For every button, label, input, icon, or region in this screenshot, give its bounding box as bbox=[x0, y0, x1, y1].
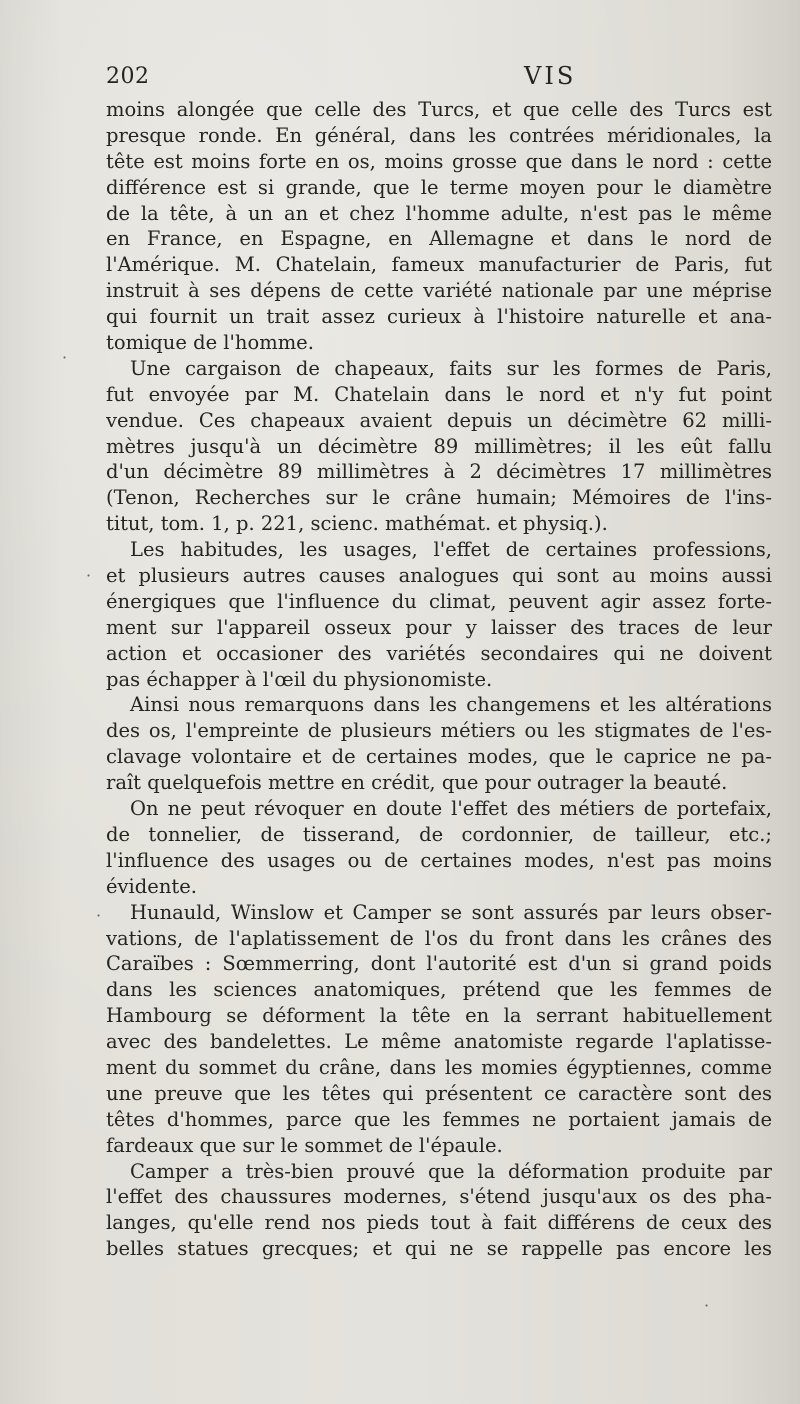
margin-speck: · bbox=[86, 566, 92, 585]
text-line: belles statues grecques; et qui ne se rappelle pas encore les bbox=[106, 1237, 772, 1261]
text-line: évidente. bbox=[106, 874, 197, 898]
paragraph bbox=[106, 97, 772, 356]
paragraph bbox=[106, 796, 772, 900]
text-line: énergiques que l'influence du climat, peuvent agir assez forte- bbox=[106, 589, 772, 613]
text-line: l'influence des usages ou de certaines modes, n'est pas moins bbox=[106, 848, 772, 872]
text-line: tomique de l'homme. bbox=[106, 331, 314, 355]
text-line: dans les sciences anatomiques, prétend que les femmes de bbox=[106, 978, 772, 1002]
running-head: VIS bbox=[524, 62, 577, 90]
body-text bbox=[106, 97, 772, 1262]
text-line: une preuve que les têtes qui présentent ce caractère sont des bbox=[106, 1081, 772, 1105]
text-line: l'effet des chaussures modernes, s'étend jusqu'aux os des pha- bbox=[106, 1185, 772, 1209]
text-line: On ne peut révoquer en doute l'effet des métiers de portefaix, bbox=[130, 797, 772, 821]
text-line: Une cargaison de chapeaux, faits sur les formes de Paris, bbox=[130, 356, 772, 380]
text-line: instruit à ses dépens de cette variété nationale par une méprise bbox=[106, 279, 772, 303]
text-line: de la tête, à un an et chez l'homme adulte, n'est pas le même bbox=[106, 201, 772, 225]
margin-speck: · bbox=[96, 906, 102, 925]
text-line: (Tenon, Recherches sur le crâne humain; Mémoires de l'ins- bbox=[106, 486, 772, 510]
text-line: titut, tom. 1, p. 221, scienc. mathémat. et physiq.). bbox=[106, 512, 608, 536]
text-line: vations, de l'aplatissement de l'os du front dans les crânes des bbox=[106, 926, 772, 950]
text-line: Hunauld, Winslow et Camper se sont assurés par leurs obser- bbox=[130, 900, 772, 924]
text-line: de tonnelier, de tisserand, de cordonnier, de tailleur, etc.; bbox=[106, 822, 772, 846]
text-line: tête est moins forte en os, moins grosse que dans le nord : cette bbox=[106, 149, 772, 173]
margin-speck: · bbox=[704, 1296, 710, 1315]
text-line: Ainsi nous remarquons dans les changemens et les altérations bbox=[130, 693, 772, 717]
text-line: presque ronde. En général, dans les contrées méridionales, la bbox=[106, 123, 772, 147]
text-line: en France, en Espagne, en Allemagne et dans le nord de bbox=[106, 227, 772, 251]
text-line: raît quelquefois mettre en crédit, que pour outrager la beauté. bbox=[106, 771, 728, 795]
text-line: têtes d'hommes, parce que les femmes ne portaient jamais de bbox=[106, 1107, 772, 1131]
text-line: Les habitudes, les usages, l'effet de certaines professions, bbox=[130, 538, 772, 562]
text-line: moins alongée que celle des Turcs, et que celle des Turcs est bbox=[106, 98, 772, 121]
text-line: ment du sommet du crâne, dans les momies égyptiennes, comme bbox=[106, 1055, 772, 1079]
text-line: ment sur l'appareil osseux pour y laisser des traces de leur bbox=[106, 615, 772, 639]
text-line: mètres jusqu'à un décimètre 89 millimètres; il les eût fallu bbox=[106, 434, 772, 458]
text-line: Caraïbes : Sœmmerring, dont l'autorité est d'un si grand poids bbox=[106, 952, 772, 976]
text-line: différence est si grande, que le terme moyen pour le diamètre bbox=[106, 175, 772, 199]
paragraph bbox=[106, 900, 772, 1159]
text-line: fardeaux que sur le sommet de l'épaule. bbox=[106, 1133, 503, 1157]
margin-speck: · bbox=[62, 348, 68, 367]
page-header bbox=[106, 62, 772, 94]
text-line: et plusieurs autres causes analogues qui sont au moins aussi bbox=[106, 564, 772, 588]
paragraph bbox=[106, 356, 772, 537]
text-line: fut envoyée par M. Chatelain dans le nord et n'y fut point bbox=[106, 382, 772, 406]
text-line: langes, qu'elle rend nos pieds tout à fait différens de ceux des bbox=[106, 1211, 772, 1235]
text-line: d'un décimètre 89 millimètres à 2 décimètres 17 millimètres bbox=[106, 460, 772, 484]
text-line: vendue. Ces chapeaux avaient depuis un décimètre 62 milli- bbox=[106, 408, 772, 432]
paragraph bbox=[106, 1159, 772, 1263]
paragraph bbox=[106, 537, 772, 692]
text-line: l'Amérique. M. Chatelain, fameux manufacturier de Paris, fut bbox=[106, 253, 772, 277]
text-line: clavage volontaire et de certaines modes, que le caprice ne pa- bbox=[106, 745, 772, 769]
text-line: Camper a très-bien prouvé que la déformation produite par bbox=[130, 1159, 772, 1183]
text-line: des os, l'empreinte de plusieurs métiers ou les stigmates de l'es- bbox=[106, 719, 772, 743]
text-line: pas échapper à l'œil du physionomiste. bbox=[106, 667, 493, 691]
text-line: qui fournit un trait assez curieux à l'histoire naturelle et ana- bbox=[106, 305, 772, 329]
text-line: action et occasioner des variétés secondaires qui ne doivent bbox=[106, 641, 772, 665]
text-line: Hambourg se déforment la tête en la serrant habituellement bbox=[106, 1004, 772, 1028]
page-number: 202 bbox=[106, 64, 150, 89]
text-line: avec des bandelettes. Le même anatomiste regarde l'aplatisse- bbox=[106, 1030, 772, 1054]
paragraph bbox=[106, 692, 772, 796]
